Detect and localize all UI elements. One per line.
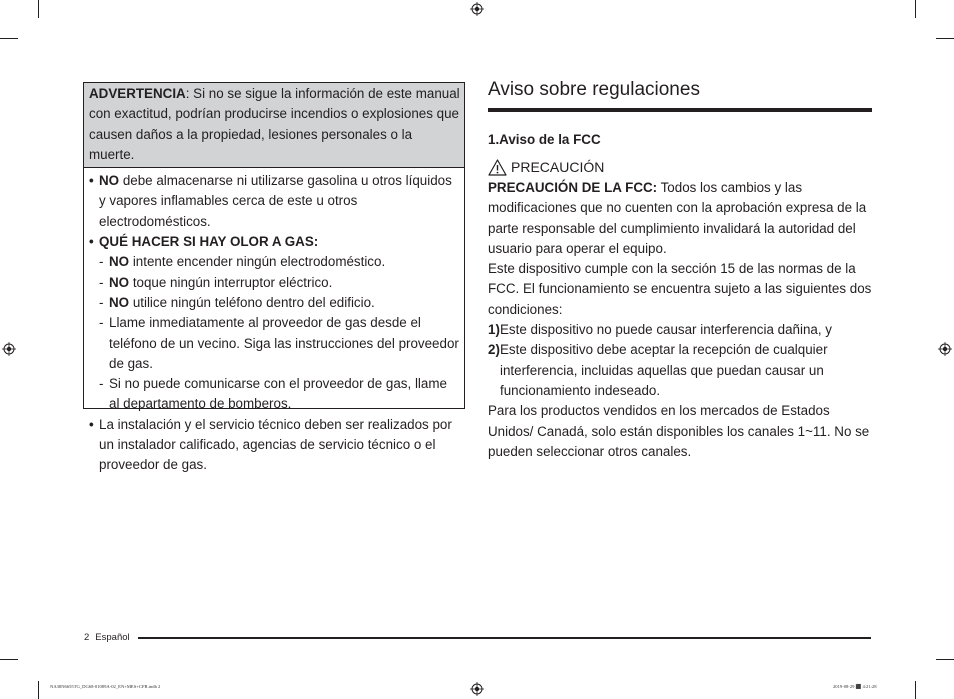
crop-mark-top-right-v <box>915 0 916 18</box>
registration-mark-icon <box>2 342 16 356</box>
registration-mark-icon <box>470 682 484 696</box>
channels-paragraph: Para los productos vendidos en los mercados de Estados Unidos/ Canadá, solo están disponibles los canales 1~11. No se pueden seleccionar otros canales. <box>488 403 870 459</box>
caution-label: PRECAUCIÓN <box>511 159 605 175</box>
list-item: 1) Este dispositivo no puede causar interferencia dañina, y <box>488 322 832 338</box>
warning-box <box>83 82 465 473</box>
compliance-paragraph: Este dispositivo cumple con la sección 15 de las normas de la FCC. El funcionamiento se encuentra sujeto a las siguientes dos condiciones: <box>488 261 872 317</box>
crop-mark-top-right-h <box>936 38 954 39</box>
title-divider <box>488 108 872 112</box>
list-item: • QUÉ HACER SI HAY OLOR A GAS: <box>89 232 460 252</box>
print-slug-file: NA38N6655TG_DG68-01089A-02_EN+MES+CFR.indb 2 <box>50 684 161 689</box>
warning-body <box>84 168 464 475</box>
crop-mark-bottom-left-v <box>38 681 39 699</box>
crop-mark-bottom-right-v <box>915 681 916 699</box>
list-item: 2) Este dispositivo debe aceptar la recepción de cualquier interferencia, incluidas aquellas que puedan causar un funcionamiento indeseado. <box>488 342 828 398</box>
warning-triangle-icon <box>488 159 507 176</box>
sub-list-item: - NO toque ningún interruptor eléctrico. <box>89 273 460 293</box>
crop-mark-top-left-h <box>0 38 18 39</box>
crop-mark-bottom-left-h <box>0 659 18 660</box>
registration-mark-icon <box>470 2 484 16</box>
crop-mark-top-left-v <box>38 0 39 18</box>
crop-mark-bottom-right-h <box>936 659 954 660</box>
list-item: • NO debe almacenarse ni utilizarse gasolina u otros líquidos y vapores inflamables cerca de este u otros electrodomésticos. <box>89 171 460 232</box>
registration-mark-icon <box>938 342 952 356</box>
page-footer <box>84 632 136 644</box>
page-number: 2 <box>84 632 90 643</box>
regulatory-text <box>488 178 872 462</box>
sub-list-item: - NO utilice ningún teléfono dentro del edificio. <box>89 293 460 313</box>
footer-divider <box>138 637 871 639</box>
list-item: • La instalación y el servicio técnico deben ser realizados por un instalador calificado, agencias de servicio técnico o el proveedor de gas. <box>89 415 460 476</box>
page-title: Aviso sobre regulaciones <box>488 79 700 100</box>
sub-list-item: - NO intente encender ningún electrodoméstico. <box>89 252 460 272</box>
fcc-caution-paragraph: PRECAUCIÓN DE LA FCC: Todos los cambios y las modificaciones que no cuenten con la aprobación expresa de la parte responsable del cumplimiento invalidará la autoridad del usuario para operar el equipo. <box>488 180 867 256</box>
print-slug-date: 2019-08-29 ⬛ 4:21:28 <box>833 684 877 689</box>
sub-list-item: - Si no puede comunicarse con el proveedor de gas, llame al departamento de bomberos. <box>89 374 460 415</box>
sub-list-item: - Llame inmediatamente al proveedor de gas desde el teléfono de un vecino. Siga las instrucciones del proveedor de gas. <box>89 313 460 374</box>
warning-header <box>84 83 464 168</box>
caution-heading <box>488 158 872 176</box>
warning-header-text: : Si no se sigue la información de este manual con exactitud, podrían producirse incendios o explosiones que causen daños a la propiedad, lesiones personales o la muerte. <box>89 86 460 162</box>
warning-label: ADVERTENCIA <box>89 86 186 101</box>
section-heading: 1.Aviso de la FCC <box>488 132 601 147</box>
regulatory-section <box>488 78 872 462</box>
footer-language: Español <box>95 632 130 643</box>
